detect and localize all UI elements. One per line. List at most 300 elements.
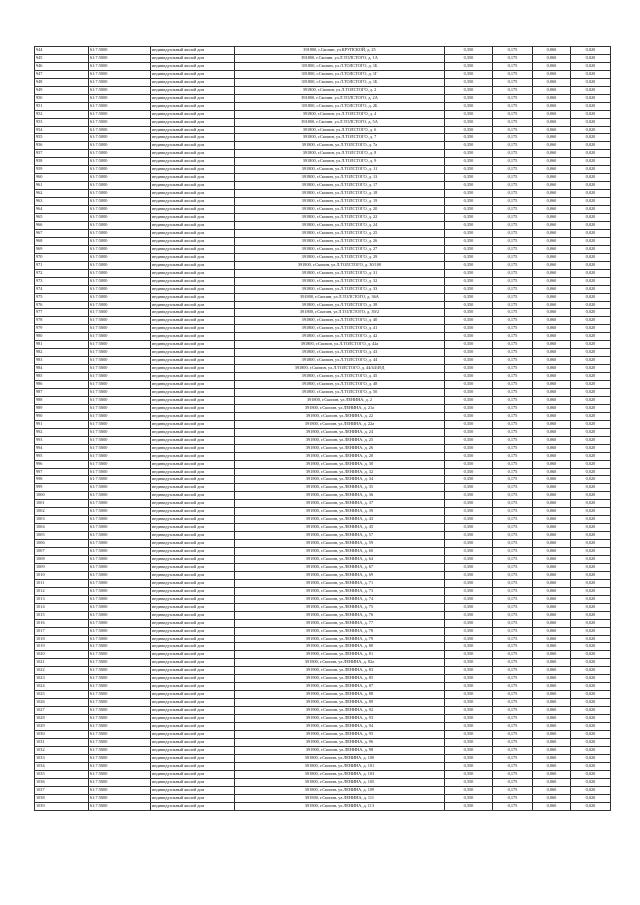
object-type-cell: индивидуальный жилой дом — [151, 619, 235, 627]
table-row — [35, 579, 611, 587]
address-cell: 391800, г.Скопин, ул.ЛЕНИНА, д. 98 — [235, 746, 445, 754]
value-3-cell: 0,060 — [533, 190, 571, 198]
value-2-cell: 0,175 — [493, 237, 533, 245]
code-cell: 61:7:5000 — [89, 253, 151, 261]
row-number-cell: 1037 — [35, 786, 89, 794]
value-1-cell: 0,350 — [445, 651, 493, 659]
value-2-cell: 0,175 — [493, 707, 533, 715]
code-cell: 61:7:5000 — [89, 794, 151, 802]
value-3-cell: 0,060 — [533, 388, 571, 396]
table-row — [35, 365, 611, 373]
value-1-cell: 0,350 — [445, 94, 493, 102]
value-4-cell: 0,020 — [571, 47, 611, 55]
value-1-cell: 0,350 — [445, 261, 493, 269]
object-type-cell: индивидуальный жилой дом — [151, 126, 235, 134]
object-type-cell: индивидуальный жилой дом — [151, 611, 235, 619]
object-type-cell: индивидуальный жилой дом — [151, 460, 235, 468]
address-cell: 391800, г.Скопин, ул.Л.ТОЛСТОГО, д. 27 — [235, 245, 445, 253]
value-3-cell: 0,060 — [533, 47, 571, 55]
value-1-cell: 0,350 — [445, 579, 493, 587]
address-cell: 391800, г.Скопин, ул.ЛЕНИНА, д. 105 — [235, 778, 445, 786]
address-cell: 391800, г.Скопин, ул.Л.ТОЛСТОГО, д. 33 — [235, 285, 445, 293]
row-number-cell: 1018 — [35, 635, 89, 643]
value-4-cell: 0,020 — [571, 738, 611, 746]
table-row — [35, 492, 611, 500]
row-number-cell: 993 — [35, 436, 89, 444]
address-cell: 391800, г.Скопин, ул.ЛЕНИНА, д. 94 — [235, 723, 445, 731]
value-1-cell: 0,350 — [445, 699, 493, 707]
value-4-cell: 0,020 — [571, 94, 611, 102]
code-cell: 61:7:5000 — [89, 301, 151, 309]
value-3-cell: 0,060 — [533, 86, 571, 94]
address-cell: 391800, г.Скопин, ул.Л.ТОЛСТОГО, д. 39/2 — [235, 309, 445, 317]
table-row — [35, 643, 611, 651]
value-1-cell: 0,350 — [445, 174, 493, 182]
value-1-cell: 0,350 — [445, 587, 493, 595]
value-3-cell: 0,060 — [533, 770, 571, 778]
value-3-cell: 0,060 — [533, 723, 571, 731]
address-cell: 391800, г.Скопин, ул.ЛЕНИНА, д. 45 — [235, 524, 445, 532]
row-number-cell: 966 — [35, 221, 89, 229]
value-2-cell: 0,175 — [493, 691, 533, 699]
address-cell: 391800, г.Скопин, ул.ЛЕНИНА, д. 103 — [235, 770, 445, 778]
value-1-cell: 0,350 — [445, 635, 493, 643]
value-2-cell: 0,175 — [493, 373, 533, 381]
value-2-cell: 0,175 — [493, 754, 533, 762]
row-number-cell: 965 — [35, 214, 89, 222]
address-cell: 391800, г.Скопин, ул.ЛЕНИНА, д. 35 — [235, 484, 445, 492]
table-row — [35, 285, 611, 293]
object-type-cell: индивидуальный жилой дом — [151, 245, 235, 253]
value-4-cell: 0,020 — [571, 206, 611, 214]
object-type-cell: индивидуальный жилой дом — [151, 738, 235, 746]
value-4-cell: 0,020 — [571, 770, 611, 778]
row-number-cell: 960 — [35, 174, 89, 182]
code-cell: 61:7:5000 — [89, 396, 151, 404]
value-3-cell: 0,060 — [533, 396, 571, 404]
code-cell: 61:7:5000 — [89, 627, 151, 635]
object-type-cell: индивидуальный жилой дом — [151, 770, 235, 778]
value-2-cell: 0,175 — [493, 54, 533, 62]
object-type-cell: индивидуальный жилой дом — [151, 174, 235, 182]
row-number-cell: 991 — [35, 420, 89, 428]
row-number-cell: 983 — [35, 357, 89, 365]
address-cell: 391800, г.Скопин, ул.Л.ТОЛСТОГО, д. 2Б — [235, 102, 445, 110]
table-row — [35, 388, 611, 396]
table-row — [35, 373, 611, 381]
table-row — [35, 444, 611, 452]
address-cell: 391800, г.Скопин, ул.Л.ТОЛСТОГО, д. 45 — [235, 373, 445, 381]
value-1-cell: 0,350 — [445, 396, 493, 404]
value-3-cell: 0,060 — [533, 150, 571, 158]
code-cell: 61:7:5000 — [89, 754, 151, 762]
value-2-cell: 0,175 — [493, 301, 533, 309]
table-row — [35, 62, 611, 70]
row-number-cell: 1035 — [35, 770, 89, 778]
value-3-cell: 0,060 — [533, 245, 571, 253]
address-cell: 391800, г.Скопин, ул.Л.ТОЛСТОГО, д. 1Б — [235, 62, 445, 70]
value-3-cell: 0,060 — [533, 452, 571, 460]
row-number-cell: 968 — [35, 237, 89, 245]
value-1-cell: 0,350 — [445, 221, 493, 229]
value-4-cell: 0,020 — [571, 110, 611, 118]
object-type-cell: индивидуальный жилой дом — [151, 762, 235, 770]
value-3-cell: 0,060 — [533, 556, 571, 564]
code-cell: 61:7:5000 — [89, 508, 151, 516]
code-cell: 61:7:5000 — [89, 643, 151, 651]
object-type-cell: индивидуальный жилой дом — [151, 659, 235, 667]
value-3-cell: 0,060 — [533, 754, 571, 762]
object-type-cell: индивидуальный жилой дом — [151, 476, 235, 484]
row-number-cell: 1004 — [35, 524, 89, 532]
value-3-cell: 0,060 — [533, 110, 571, 118]
row-number-cell: 1010 — [35, 571, 89, 579]
value-1-cell: 0,350 — [445, 269, 493, 277]
value-1-cell: 0,350 — [445, 436, 493, 444]
table-row — [35, 118, 611, 126]
value-3-cell: 0,060 — [533, 253, 571, 261]
value-2-cell: 0,175 — [493, 627, 533, 635]
address-cell: 391800, г.Скопин, ул.ЛЕНИНА, д. 100 — [235, 754, 445, 762]
value-1-cell: 0,350 — [445, 468, 493, 476]
object-type-cell: индивидуальный жилой дом — [151, 492, 235, 500]
value-1-cell: 0,350 — [445, 595, 493, 603]
value-1-cell: 0,350 — [445, 619, 493, 627]
table-row — [35, 484, 611, 492]
address-cell: 391800, г.Скопин, ул.Л.ТОЛСТОГО, д. 29 — [235, 253, 445, 261]
address-cell: 391800, г.Скопин, ул.Л.ТОЛСТОГО, д. 1Б — [235, 78, 445, 86]
value-4-cell: 0,020 — [571, 540, 611, 548]
value-1-cell: 0,350 — [445, 229, 493, 237]
value-3-cell: 0,060 — [533, 365, 571, 373]
address-cell: 391800, г.Скопин, ул.ЛЕНИНА, д. 30 — [235, 460, 445, 468]
object-type-cell: индивидуальный жилой дом — [151, 317, 235, 325]
address-cell: 391800, г.Скопин, ул.ЛЕНИНА, д. 81 — [235, 651, 445, 659]
value-1-cell: 0,350 — [445, 524, 493, 532]
value-4-cell: 0,020 — [571, 261, 611, 269]
value-4-cell: 0,020 — [571, 357, 611, 365]
value-4-cell: 0,020 — [571, 134, 611, 142]
table-row — [35, 86, 611, 94]
value-4-cell: 0,020 — [571, 428, 611, 436]
row-number-cell: 1002 — [35, 508, 89, 516]
table-row — [35, 150, 611, 158]
value-2-cell: 0,175 — [493, 746, 533, 754]
object-type-cell: индивидуальный жилой дом — [151, 142, 235, 150]
table-row — [35, 802, 611, 810]
value-4-cell: 0,020 — [571, 396, 611, 404]
address-cell: 391800, г.Скопин, ул.ЛЕНИНА, д. 2 — [235, 396, 445, 404]
value-3-cell: 0,060 — [533, 587, 571, 595]
object-type-cell: индивидуальный жилой дом — [151, 349, 235, 357]
row-number-cell: 953 — [35, 118, 89, 126]
code-cell: 61:7:5000 — [89, 102, 151, 110]
value-2-cell: 0,175 — [493, 365, 533, 373]
row-number-cell: 998 — [35, 476, 89, 484]
value-2-cell: 0,175 — [493, 659, 533, 667]
value-4-cell: 0,020 — [571, 229, 611, 237]
value-4-cell: 0,020 — [571, 309, 611, 317]
address-cell: 391800, г.Скопин, ул.Л.ТОЛСТОГО, д. 40 — [235, 317, 445, 325]
row-number-cell: 948 — [35, 78, 89, 86]
row-number-cell: 996 — [35, 460, 89, 468]
address-cell: 391800, г.Скопин, ул.ЛЕНИНА, д. 80 — [235, 643, 445, 651]
address-cell: 391800, г.Скопин, ул.Л.ТОЛСТОГО, д. 7 — [235, 134, 445, 142]
value-3-cell: 0,060 — [533, 436, 571, 444]
value-2-cell: 0,175 — [493, 524, 533, 532]
value-1-cell: 0,350 — [445, 333, 493, 341]
row-number-cell: 967 — [35, 229, 89, 237]
code-cell: 61:7:5000 — [89, 388, 151, 396]
value-3-cell: 0,060 — [533, 603, 571, 611]
address-cell: 391800, г.Скопин, ул.ЛЕНИНА, д. 34 — [235, 476, 445, 484]
row-number-cell: 999 — [35, 484, 89, 492]
value-2-cell: 0,175 — [493, 802, 533, 810]
value-2-cell: 0,175 — [493, 444, 533, 452]
code-cell: 61:7:5000 — [89, 110, 151, 118]
table-row — [35, 396, 611, 404]
table-row — [35, 221, 611, 229]
value-2-cell: 0,175 — [493, 325, 533, 333]
value-4-cell: 0,020 — [571, 118, 611, 126]
object-type-cell: индивидуальный жилой дом — [151, 683, 235, 691]
code-cell: 61:7:5000 — [89, 158, 151, 166]
code-cell: 61:7:5000 — [89, 746, 151, 754]
value-4-cell: 0,020 — [571, 373, 611, 381]
value-1-cell: 0,350 — [445, 237, 493, 245]
object-type-cell: индивидуальный жилой дом — [151, 667, 235, 675]
value-1-cell: 0,350 — [445, 381, 493, 389]
value-1-cell: 0,350 — [445, 476, 493, 484]
value-4-cell: 0,020 — [571, 102, 611, 110]
value-2-cell: 0,175 — [493, 174, 533, 182]
value-4-cell: 0,020 — [571, 349, 611, 357]
code-cell: 61:7:5000 — [89, 261, 151, 269]
code-cell: 61:7:5000 — [89, 365, 151, 373]
value-4-cell: 0,020 — [571, 214, 611, 222]
table-row — [35, 500, 611, 508]
table-row — [35, 516, 611, 524]
address-cell: 391800, г.Скопин, ул.ЛЕНИНА, д. 74 — [235, 595, 445, 603]
code-cell: 61:7:5000 — [89, 778, 151, 786]
value-1-cell: 0,350 — [445, 723, 493, 731]
value-4-cell: 0,020 — [571, 635, 611, 643]
code-cell: 61:7:5000 — [89, 579, 151, 587]
table-row — [35, 452, 611, 460]
value-4-cell: 0,020 — [571, 643, 611, 651]
row-number-cell: 1003 — [35, 516, 89, 524]
value-4-cell: 0,020 — [571, 221, 611, 229]
object-type-cell: индивидуальный жилой дом — [151, 94, 235, 102]
object-type-cell: индивидуальный жилой дом — [151, 396, 235, 404]
address-cell: 391800, г.Скопин, ул.Л.ТОЛСТОГО, д. 7а — [235, 142, 445, 150]
value-2-cell: 0,175 — [493, 778, 533, 786]
value-2-cell: 0,175 — [493, 221, 533, 229]
value-4-cell: 0,020 — [571, 707, 611, 715]
code-cell: 61:7:5000 — [89, 134, 151, 142]
row-number-cell: 1020 — [35, 651, 89, 659]
object-type-cell: индивидуальный жилой дом — [151, 198, 235, 206]
address-cell: 391800, г.Скопин, ул.Л.ТОЛСТОГО, д. 42а — [235, 341, 445, 349]
object-type-cell: индивидуальный жилой дом — [151, 428, 235, 436]
value-3-cell: 0,060 — [533, 349, 571, 357]
table-row — [35, 675, 611, 683]
value-4-cell: 0,020 — [571, 484, 611, 492]
row-number-cell: 1009 — [35, 563, 89, 571]
value-2-cell: 0,175 — [493, 229, 533, 237]
object-type-cell: индивидуальный жилой дом — [151, 253, 235, 261]
object-type-cell: индивидуальный жилой дом — [151, 214, 235, 222]
value-3-cell: 0,060 — [533, 651, 571, 659]
address-cell: 391800, г.Скопин, ул.ЛЕНИНА, д. 64 — [235, 556, 445, 564]
table-row — [35, 206, 611, 214]
row-number-cell: 973 — [35, 277, 89, 285]
value-4-cell: 0,020 — [571, 54, 611, 62]
code-cell: 61:7:5000 — [89, 532, 151, 540]
value-4-cell: 0,020 — [571, 802, 611, 810]
object-type-cell: индивидуальный жилой дом — [151, 691, 235, 699]
value-4-cell: 0,020 — [571, 325, 611, 333]
object-type-cell: индивидуальный жилой дом — [151, 293, 235, 301]
code-cell: 61:7:5000 — [89, 54, 151, 62]
value-3-cell: 0,060 — [533, 317, 571, 325]
row-number-cell: 957 — [35, 150, 89, 158]
value-4-cell: 0,020 — [571, 667, 611, 675]
row-number-cell: 1033 — [35, 754, 89, 762]
value-1-cell: 0,350 — [445, 86, 493, 94]
address-cell: 391800, г.Скопин, ул.ЛЕНИНА, д. 88 — [235, 691, 445, 699]
code-cell: 61:7:5000 — [89, 94, 151, 102]
value-1-cell: 0,350 — [445, 500, 493, 508]
object-type-cell: индивидуальный жилой дом — [151, 420, 235, 428]
value-2-cell: 0,175 — [493, 683, 533, 691]
value-1-cell: 0,350 — [445, 253, 493, 261]
value-3-cell: 0,060 — [533, 476, 571, 484]
code-cell: 61:7:5000 — [89, 381, 151, 389]
value-1-cell: 0,350 — [445, 603, 493, 611]
object-type-cell: индивидуальный жилой дом — [151, 237, 235, 245]
value-2-cell: 0,175 — [493, 150, 533, 158]
value-4-cell: 0,020 — [571, 746, 611, 754]
table-row — [35, 110, 611, 118]
value-1-cell: 0,350 — [445, 166, 493, 174]
value-2-cell: 0,175 — [493, 715, 533, 723]
value-1-cell: 0,350 — [445, 571, 493, 579]
value-2-cell: 0,175 — [493, 675, 533, 683]
row-number-cell: 1015 — [35, 611, 89, 619]
value-3-cell: 0,060 — [533, 627, 571, 635]
object-type-cell: индивидуальный жилой дом — [151, 484, 235, 492]
value-2-cell: 0,175 — [493, 158, 533, 166]
table-row — [35, 428, 611, 436]
row-number-cell: 955 — [35, 134, 89, 142]
object-type-cell: индивидуальный жилой дом — [151, 786, 235, 794]
value-3-cell: 0,060 — [533, 142, 571, 150]
value-2-cell: 0,175 — [493, 333, 533, 341]
value-1-cell: 0,350 — [445, 548, 493, 556]
value-2-cell: 0,175 — [493, 468, 533, 476]
value-2-cell: 0,175 — [493, 86, 533, 94]
object-type-cell: индивидуальный жилой дом — [151, 309, 235, 317]
object-type-cell: индивидуальный жилой дом — [151, 404, 235, 412]
table-row — [35, 341, 611, 349]
value-2-cell: 0,175 — [493, 428, 533, 436]
object-type-cell: индивидуальный жилой дом — [151, 436, 235, 444]
value-4-cell: 0,020 — [571, 603, 611, 611]
value-4-cell: 0,020 — [571, 285, 611, 293]
code-cell: 61:7:5000 — [89, 516, 151, 524]
address-cell: 391800, г.Скопин, ул.Л.ТОЛСТОГО, д. 43 — [235, 349, 445, 357]
table-row — [35, 78, 611, 86]
table-row — [35, 762, 611, 770]
table-row — [35, 277, 611, 285]
row-number-cell: 959 — [35, 166, 89, 174]
row-number-cell: 1021 — [35, 659, 89, 667]
value-2-cell: 0,175 — [493, 357, 533, 365]
value-4-cell: 0,020 — [571, 563, 611, 571]
address-cell: 391800, г.Скопин, ул.ЛЕНИНА, д. 71 — [235, 579, 445, 587]
value-3-cell: 0,060 — [533, 516, 571, 524]
value-1-cell: 0,350 — [445, 245, 493, 253]
value-3-cell: 0,060 — [533, 420, 571, 428]
object-type-cell: индивидуальный жилой дом — [151, 341, 235, 349]
value-2-cell: 0,175 — [493, 738, 533, 746]
row-number-cell: 1014 — [35, 603, 89, 611]
row-number-cell: 944 — [35, 47, 89, 55]
address-cell: 391800, г.Скопин, ул.Л.ТОЛСТОГО, д. 8 — [235, 150, 445, 158]
object-type-cell: индивидуальный жилой дом — [151, 261, 235, 269]
value-2-cell: 0,175 — [493, 540, 533, 548]
value-2-cell: 0,175 — [493, 571, 533, 579]
address-cell: 391800, г.Скопин, ул.ЛЕНИНА, д. 75 — [235, 603, 445, 611]
code-cell: 61:7:5000 — [89, 484, 151, 492]
value-2-cell: 0,175 — [493, 134, 533, 142]
value-2-cell: 0,175 — [493, 396, 533, 404]
value-4-cell: 0,020 — [571, 70, 611, 78]
value-3-cell: 0,060 — [533, 428, 571, 436]
value-2-cell: 0,175 — [493, 285, 533, 293]
code-cell: 61:7:5000 — [89, 341, 151, 349]
value-2-cell: 0,175 — [493, 206, 533, 214]
code-cell: 61:7:5000 — [89, 142, 151, 150]
table-row — [35, 142, 611, 150]
value-2-cell: 0,175 — [493, 198, 533, 206]
value-3-cell: 0,060 — [533, 118, 571, 126]
code-cell: 61:7:5000 — [89, 70, 151, 78]
address-cell: 391800, г.Скопин, ул.ЛЕНИНА, д. 95 — [235, 730, 445, 738]
value-4-cell: 0,020 — [571, 627, 611, 635]
code-cell: 61:7:5000 — [89, 333, 151, 341]
table-row — [35, 237, 611, 245]
value-3-cell: 0,060 — [533, 579, 571, 587]
object-type-cell: индивидуальный жилой дом — [151, 723, 235, 731]
value-4-cell: 0,020 — [571, 595, 611, 603]
value-4-cell: 0,020 — [571, 699, 611, 707]
row-number-cell: 975 — [35, 293, 89, 301]
value-3-cell: 0,060 — [533, 786, 571, 794]
table-row — [35, 619, 611, 627]
value-4-cell: 0,020 — [571, 492, 611, 500]
value-3-cell: 0,060 — [533, 444, 571, 452]
table-row — [35, 556, 611, 564]
value-1-cell: 0,350 — [445, 62, 493, 70]
value-1-cell: 0,350 — [445, 770, 493, 778]
value-4-cell: 0,020 — [571, 301, 611, 309]
row-number-cell: 1030 — [35, 730, 89, 738]
value-4-cell: 0,020 — [571, 611, 611, 619]
table-row — [35, 723, 611, 731]
row-number-cell: 995 — [35, 452, 89, 460]
